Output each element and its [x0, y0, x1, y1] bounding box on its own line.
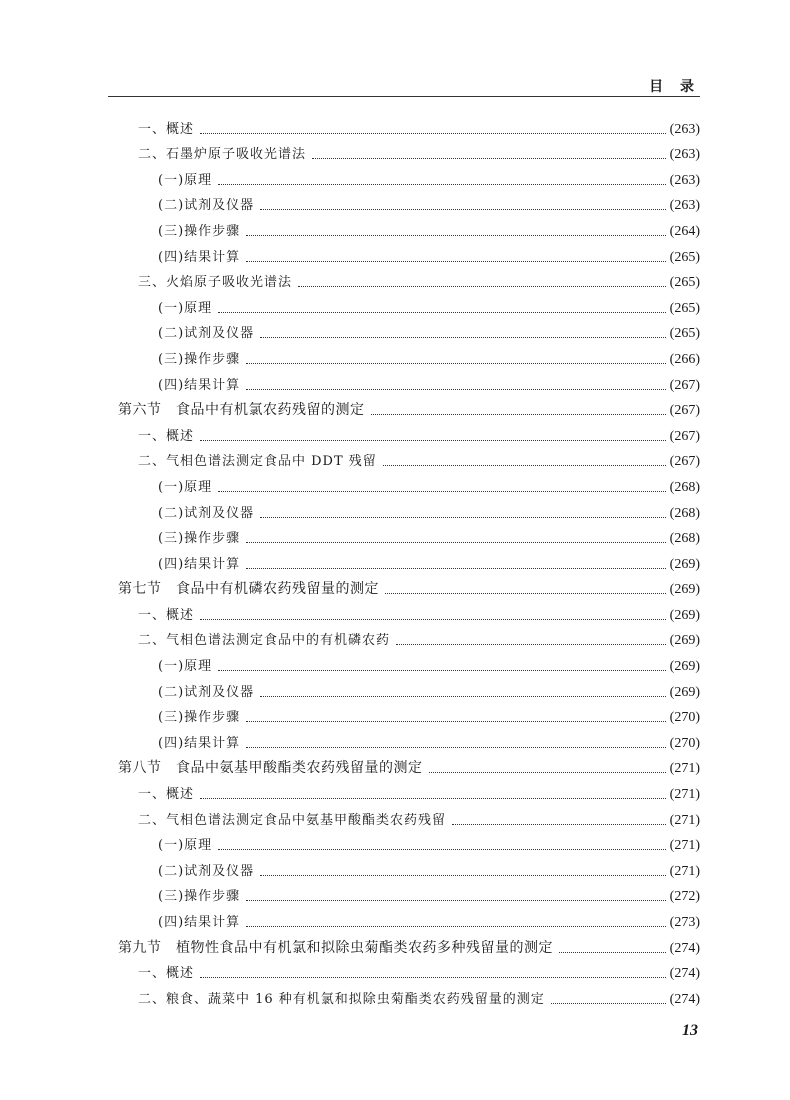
- toc-entry-label: 二、粮食、蔬菜中 16 种有机氯和拟除虫菊酯类农药残留量的测定: [138, 991, 545, 1007]
- toc-entry-page: (267): [669, 403, 700, 419]
- toc-entry-page: (269): [669, 659, 700, 675]
- toc-entry-label: 第八节 食品中氨基甲酸酯类农药残留量的测定: [118, 760, 423, 777]
- toc-entry: [118, 291, 700, 317]
- toc-entry-page: (264): [669, 223, 700, 239]
- toc-entry: [118, 138, 700, 164]
- dot-leader: [200, 798, 666, 799]
- toc-entry-label: 一、概述: [138, 121, 195, 137]
- toc-entry-page: (274): [669, 966, 700, 982]
- dot-leader: [452, 824, 666, 825]
- toc-entry: [118, 240, 700, 266]
- page-number: 13: [682, 1022, 698, 1039]
- toc-entry-page: (268): [669, 505, 700, 521]
- dot-leader: [298, 286, 666, 287]
- toc-entry-page: (265): [669, 275, 700, 291]
- table-of-contents: [118, 112, 700, 1008]
- toc-entry-page: (273): [669, 915, 700, 930]
- toc-entry-page: (267): [669, 428, 700, 444]
- toc-entry-page: (268): [669, 531, 700, 547]
- dot-leader: [218, 670, 666, 671]
- toc-entry: [118, 649, 700, 675]
- toc-entry: [118, 675, 700, 701]
- toc-entry-page: (269): [669, 633, 700, 649]
- dot-leader: [200, 133, 666, 134]
- dot-leader: [246, 900, 666, 901]
- toc-entry-label: (二)试剂及仪器: [158, 863, 255, 879]
- toc-entry-label: (二)试剂及仪器: [158, 684, 255, 700]
- toc-entry: [118, 496, 700, 522]
- toc-entry: [118, 726, 700, 752]
- toc-entry-label: (一)原理: [158, 659, 213, 675]
- toc-entry-label: 二、气相色谱法测定食品中氨基甲酸酯类农药残留: [138, 812, 447, 828]
- toc-entry-label: 一、概述: [138, 787, 195, 803]
- toc-entry-page: (265): [669, 300, 700, 316]
- dot-leader: [396, 644, 666, 645]
- toc-entry-label: 三、火焰原子吸收光谱法: [138, 275, 293, 291]
- toc-entry-page: (268): [669, 479, 700, 495]
- dot-leader: [260, 517, 666, 518]
- toc-entry-label: (三)操作步骤: [158, 531, 241, 547]
- toc-section-entry: [118, 752, 700, 778]
- toc-entry-label: 第七节 食品中有机磷农药残留量的测定: [118, 581, 379, 598]
- dot-leader: [246, 389, 666, 390]
- toc-entry: [118, 624, 700, 650]
- toc-entry-page: (269): [669, 582, 700, 598]
- toc-entry: [118, 317, 700, 343]
- toc-entry-page: (274): [669, 991, 700, 1007]
- toc-entry: [118, 982, 700, 1008]
- toc-entry-page: (265): [669, 326, 700, 342]
- toc-entry-page: (263): [669, 172, 700, 188]
- toc-section-entry: [118, 931, 700, 957]
- toc-entry-label: (三)操作步骤: [158, 889, 241, 905]
- toc-entry: [118, 829, 700, 855]
- toc-entry-label: (四)结果计算: [158, 377, 241, 393]
- dot-leader: [312, 158, 666, 159]
- toc-entry: [118, 701, 700, 727]
- toc-entry-page: (272): [669, 889, 700, 905]
- toc-entry-label: (一)原理: [158, 300, 213, 316]
- toc-entry-label: 一、概述: [138, 428, 195, 444]
- dot-leader: [385, 593, 666, 594]
- toc-entry-label: 二、气相色谱法测定食品中的有机磷农药: [138, 633, 391, 649]
- toc-entry-label: (二)试剂及仪器: [158, 198, 255, 214]
- toc-entry-label: 二、气相色谱法测定食品中 DDT 残留: [138, 454, 377, 470]
- dot-leader: [246, 363, 666, 364]
- dot-leader: [383, 465, 666, 466]
- toc-entry: [118, 189, 700, 215]
- dot-leader: [246, 568, 666, 569]
- dot-leader: [371, 414, 666, 415]
- toc-entry-label: (三)操作步骤: [158, 351, 241, 367]
- toc-entry: [118, 419, 700, 445]
- toc-entry-label: 二、石墨炉原子吸收光谱法: [138, 147, 307, 163]
- header-rule: [108, 96, 700, 97]
- toc-entry-page: (270): [669, 710, 700, 726]
- toc-entry-page: (271): [669, 838, 700, 854]
- dot-leader: [218, 312, 666, 313]
- dot-leader: [246, 542, 666, 543]
- toc-entry: [118, 547, 700, 573]
- toc-entry: [118, 342, 700, 368]
- toc-entry: [118, 598, 700, 624]
- toc-entry-page: (271): [669, 863, 700, 879]
- toc-entry-label: 一、概述: [138, 966, 195, 982]
- toc-entry: [118, 880, 700, 906]
- toc-entry-page: (269): [669, 684, 700, 700]
- dot-leader: [551, 1003, 666, 1004]
- toc-entry-label: (三)操作步骤: [158, 710, 241, 726]
- toc-entry-label: (二)试剂及仪器: [158, 505, 255, 521]
- toc-entry-label: (一)原理: [158, 838, 213, 854]
- dot-leader: [246, 747, 666, 748]
- toc-entry-page: (271): [669, 812, 700, 828]
- dot-leader: [200, 619, 666, 620]
- header-title: 目 录: [649, 79, 700, 95]
- toc-entry: [118, 163, 700, 189]
- dot-leader: [559, 952, 666, 953]
- toc-entry-page: (269): [669, 607, 700, 623]
- toc-entry-page: (266): [669, 351, 700, 367]
- toc-entry-label: 第六节 食品中有机氯农药残留的测定: [118, 402, 365, 419]
- dot-leader: [218, 491, 666, 492]
- toc-entry: [118, 957, 700, 983]
- dot-leader: [200, 977, 666, 978]
- toc-entry-label: (一)原理: [158, 172, 213, 188]
- toc-entry-label: (四)结果计算: [158, 915, 241, 930]
- toc-section-entry: [118, 394, 700, 420]
- toc-entry: [118, 854, 700, 880]
- toc-entry-label: (四)结果计算: [158, 249, 241, 265]
- toc-entry: [118, 112, 700, 138]
- toc-entry-page: (274): [669, 940, 700, 956]
- dot-leader: [246, 261, 666, 262]
- toc-entry: [118, 368, 700, 394]
- dot-leader: [260, 337, 666, 338]
- toc-entry-label: 第九节 植物性食品中有机氯和拟除虫菊酯类农药多种残留量的测定: [118, 939, 553, 956]
- dot-leader: [260, 209, 666, 210]
- toc-entry-page: (263): [669, 121, 700, 137]
- toc-entry: [118, 522, 700, 548]
- toc-entry: [118, 445, 700, 471]
- toc-entry: [118, 266, 700, 292]
- toc-entry-label: (三)操作步骤: [158, 223, 241, 239]
- toc-entry-label: (四)结果计算: [158, 735, 241, 751]
- dot-leader: [260, 875, 666, 876]
- toc-entry-page: (267): [669, 377, 700, 393]
- dot-leader: [218, 849, 666, 850]
- toc-entry-page: (263): [669, 147, 700, 163]
- toc-entry: [118, 803, 700, 829]
- dot-leader: [260, 696, 666, 697]
- dot-leader: [246, 721, 666, 722]
- toc-section-entry: [118, 573, 700, 599]
- toc-entry: [118, 214, 700, 240]
- toc-entry-label: 一、概述: [138, 607, 195, 623]
- toc-entry-page: (271): [669, 761, 700, 777]
- toc-entry-label: (四)结果计算: [158, 556, 241, 572]
- dot-leader: [200, 440, 666, 441]
- toc-entry-label: (二)试剂及仪器: [158, 326, 255, 342]
- toc-entry-page: (267): [669, 454, 700, 470]
- toc-entry: [118, 470, 700, 496]
- dot-leader: [246, 235, 666, 236]
- toc-entry-page: (263): [669, 198, 700, 214]
- dot-leader: [429, 772, 666, 773]
- toc-entry-page: (270): [669, 735, 700, 751]
- toc-entry: [118, 777, 700, 803]
- toc-entry: [118, 905, 700, 931]
- toc-entry-page: (271): [669, 787, 700, 803]
- toc-entry-page: (265): [669, 249, 700, 265]
- dot-leader: [218, 184, 666, 185]
- toc-entry-label: (一)原理: [158, 479, 213, 495]
- dot-leader: [246, 926, 666, 927]
- toc-entry-page: (269): [669, 556, 700, 572]
